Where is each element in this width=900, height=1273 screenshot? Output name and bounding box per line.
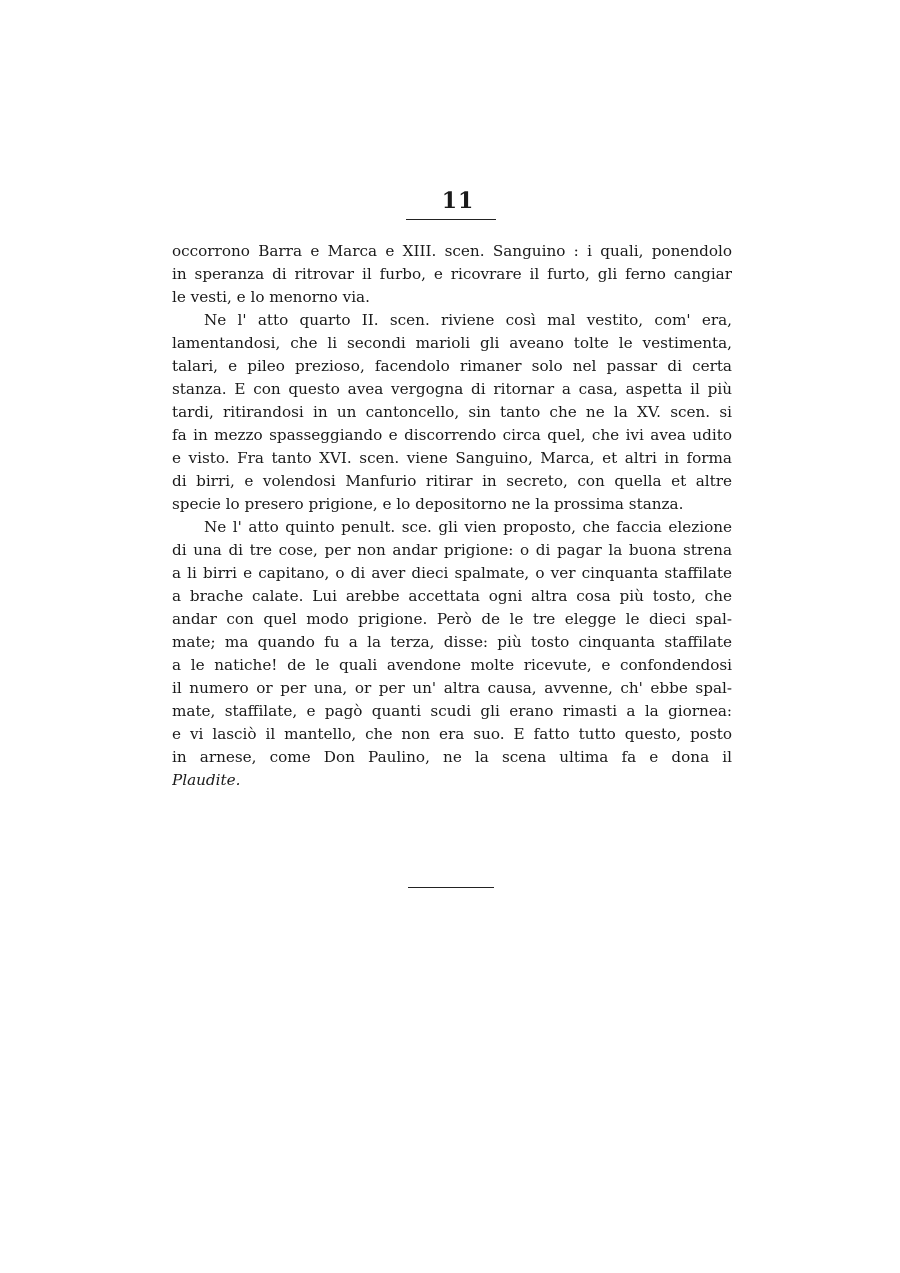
text-line: stanza. E con questo avea vergogna di ritornar a casa, aspetta il più	[172, 380, 732, 398]
page-number: 11	[441, 188, 475, 214]
footer-rule	[408, 887, 494, 888]
text-line: lamentandosi, che li secondi marioli gli aveano tolte le vestimenta,	[172, 334, 732, 352]
text-line: Ne l' atto quarto II. scen. riviene così mal vestito, com' era,	[204, 311, 732, 329]
text-line: a li birri e capitano, o di aver dieci spalmate, o ver cinquanta staffilate	[172, 564, 732, 582]
text-line: di una di tre cose, per non andar prigione: o di pagar la buona strena	[172, 541, 732, 559]
text-line: andar con quel modo prigione. Però de le tre elegge le dieci spal-	[172, 610, 732, 628]
text-line: occorrono Barra e Marca e XIII. scen. Sanguino : i quali, ponendolo	[172, 242, 732, 260]
text-line: in speranza di ritrovar il furbo, e ricovrare il furto, gli ferno cangiar	[172, 265, 732, 283]
text-line: a brache calate. Lui arebbe accettata ogni altra cosa più tosto, che	[172, 587, 732, 605]
text-line: e visto. Fra tanto XVI. scen. viene Sanguino, Marca, et altri in forma	[172, 449, 732, 467]
text-line: a le natiche! de le quali avendone molte ricevute, e confondendosi	[172, 656, 732, 674]
text-line: talari, e pileo prezioso, facendolo rimaner solo nel passar di certa	[172, 357, 732, 375]
text-line: mate; ma quando fu a la terza, disse: più tosto cinquanta staffilate	[172, 633, 732, 651]
body-text	[172, 240, 732, 792]
text-line: specie lo presero prigione, e lo depositorno ne la prossima stanza.	[172, 495, 684, 513]
header-rule	[406, 219, 496, 220]
text-line: e vi lasciò il mantello, che non era suo. E fatto tutto questo, posto	[172, 725, 732, 743]
text-line: mate, staffilate, e pagò quanti scudi gli erano rimasti a la giornea:	[172, 702, 732, 720]
text-line: Plaudite.	[172, 771, 241, 789]
text-line: tardi, ritirandosi in un cantoncello, sin tanto che ne la XV. scen. si	[172, 403, 732, 421]
text-line: di birri, e volendosi Manfurio ritirar in secreto, con quella et altre	[172, 472, 732, 490]
text-line: le vesti, e lo menorno via.	[172, 288, 370, 306]
text-line: in arnese, come Don Paulino, ne la scena ultima fa e dona il	[172, 748, 732, 766]
text-line: Ne l' atto quinto penult. sce. gli vien proposto, che faccia elezione	[204, 518, 732, 536]
text-line: il numero or per una, or per un' altra causa, avvenne, ch' ebbe spal-	[172, 679, 732, 697]
text-line: fa in mezzo spasseggiando e discorrendo circa quel, che ivi avea udito	[172, 426, 732, 444]
